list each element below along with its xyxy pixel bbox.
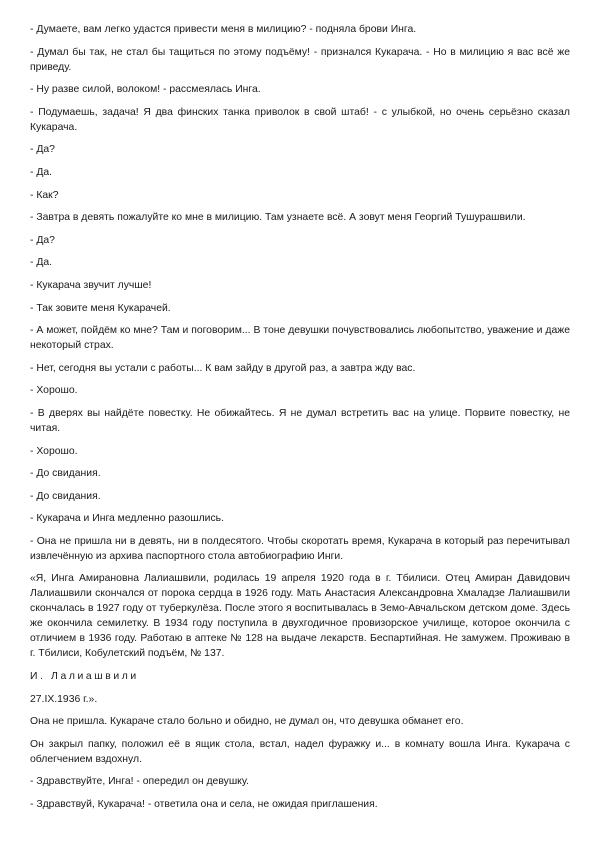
paragraph: Он закрыл папку, положил её в ящик стола, встал, надел фуражку и... в комнату вошла Инга. Кукарача с облегчением вздохнул. [30,738,570,765]
paragraph: - Здравствуй, Кукарача! - ответила она и села, не ожидая приглашения. [30,799,378,811]
paragraph: - В дверях вы найдёте повестку. Не обижайтесь. Я не думал встретить вас на улице. Порвите повестку, не читая. [30,407,570,434]
paragraph: - Кукарача и Инга медленно разошлись. [30,513,224,525]
paragraph: - Да. [30,166,53,178]
paragraph: - Ну разве силой, волоком! - рассмеялась Инга. [30,84,261,96]
paragraph: - Кукарача звучит лучше! [30,279,152,291]
autobiography-signature: И. Лалиашвили [30,671,139,683]
paragraph: - Завтра в девять пожалуйте ко мне в милицию. Там узнаете всё. А зовут меня Георгий Тушурашвили. [30,212,526,224]
paragraph: - Как? [30,189,59,201]
paragraph: - Нет, сегодня вы устали с работы... К вам зайду в другой раз, а завтра жду вас. [30,362,416,374]
paragraph: - Хорошо. [30,385,78,397]
paragraph: - Подумаешь, задача! Я два финских танка приволок в свой штаб! - с улыбкой, но очень серьёзно сказал Кукарача. [30,106,570,133]
paragraph: - Думаете, вам легко удастся привести меня в милицию? - подняла брови Инга. [30,24,417,35]
paragraph: - Да? [30,144,55,156]
paragraph: - Она не пришла ни в девять, ни в полдесятого. Чтобы скоротать время, Кукарача в который раз перечитывал извлечённую из архива паспортного стола автобиографию Инги. [30,535,570,562]
paragraph: - До свидания. [30,490,101,502]
paragraph: - Думал бы так, не стал бы тащиться по этому подъёму! - признался Кукарача. - Но в милицию я вас всё же приведу. [30,46,570,73]
autobiography-date: 27.IX.1936 г.». [30,693,98,705]
paragraph: - Хорошо. [30,445,78,457]
paragraph: - Здравствуйте, Инга! - опередил он девушку. [30,776,249,788]
autobiography-paragraph: «Я, Инга Амирановна Лалиашвили, родилась 19 апреля 1920 года в г. Тбилиси. Отец Амиран Давидович Лалиашвили скончался от порока сердца в 1926 году. Мать Анастасия Александровна Хмаладзе Лалиашвили скончалась в 1927 году от туберкулёза. После этого я воспитывалась в Земо-Авчальском детском доме. Здесь же окончила семилетку. В 1934 году поступила в двухгодичное провизорское училище, которое окончила с отличием в 1936 году. Работаю в аптеке № 128 на выдаче лекарств. Беспартийная. Не замужем. Проживаю в г. Тбилиси, Кобулетский подъём, № 137. [30,573,570,660]
paragraph: Она не пришла. Кукараче стало больно и обидно, не думал он, что девушка обманет его. [30,716,464,728]
paragraph: - Так зовите меня Кукарачей. [30,302,171,314]
paragraph: - А может, пойдём ко мне? Там и поговорим... В тоне девушки почувствовались любопытство, уважение и даже некоторый страх. [30,325,570,352]
paragraph: - Да? [30,234,55,246]
paragraph: - До свидания. [30,468,101,480]
paragraph: - Да. [30,257,53,269]
